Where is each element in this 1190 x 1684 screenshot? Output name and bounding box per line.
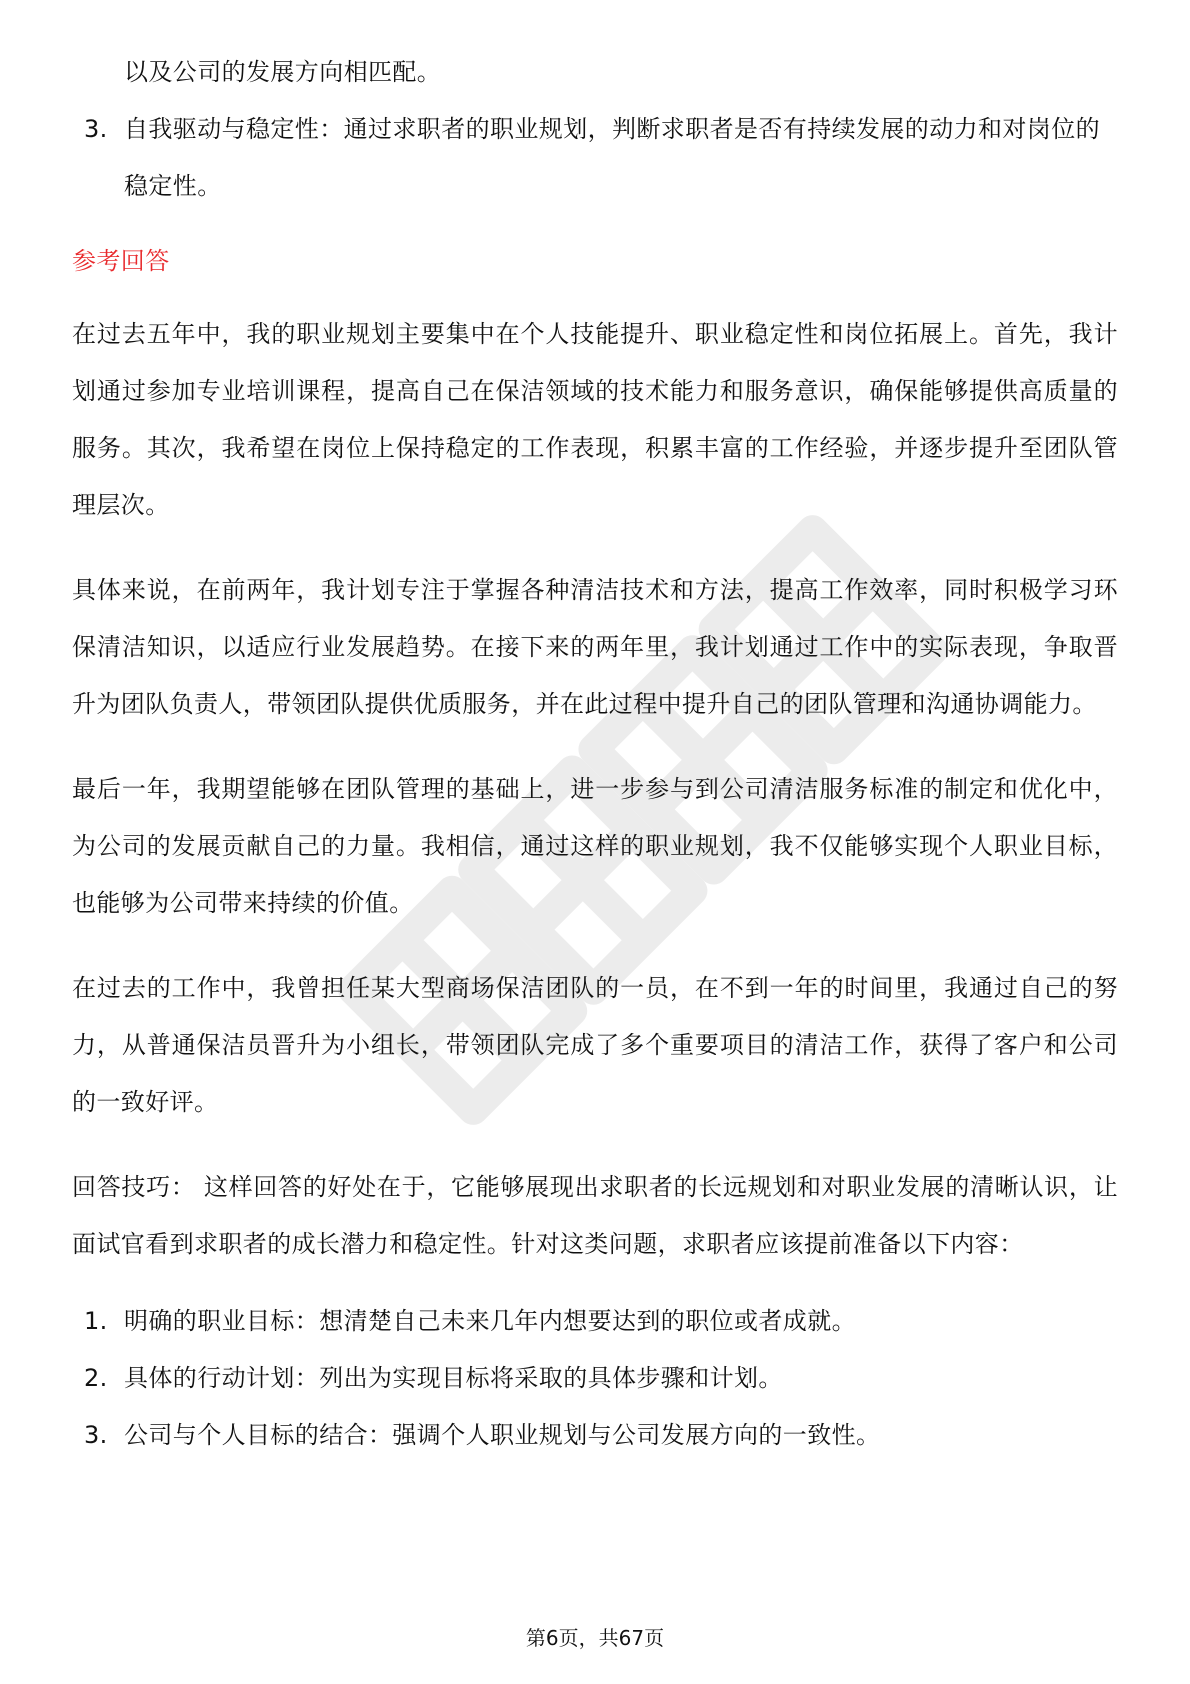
answer-paragraph-2: 具体来说，在前两年，我计划专注于掌握各种清洁技术和方法，提高工作效率，同时积极学习环保清洁知识，以适应行业发展趋势。在接下来的两年里，我计划通过工作中的实际表现，争取晋升为团队负责人，带领团队提供优质服务，并在此过程中提升自己的团队管理和沟通协调能力。 (72, 576, 1118, 718)
list-text: 自我驱动与稳定性：通过求职者的职业规划，判断求职者是否有持续发展的动力和对岗位的稳定性。 (124, 115, 1100, 200)
tips-list (72, 1293, 1118, 1464)
page-footer: 第6页，共67页 (525, 1626, 665, 1650)
criteria-list (72, 101, 1118, 215)
continuation-line: 以及公司的发展方向相匹配。 (124, 58, 442, 86)
document-body (72, 44, 1118, 1464)
tips-item-3 (72, 1407, 1118, 1464)
list-text: 公司与个人目标的结合：强调个人职业规划与公司发展方向的一致性。 (124, 1421, 881, 1449)
list-number: 1. (84, 1307, 108, 1335)
tips-item-1 (72, 1293, 1118, 1350)
list-text: 明确的职业目标：想清楚自己未来几年内想要达到的职位或者成就。 (124, 1307, 856, 1335)
tips-item-2 (72, 1350, 1118, 1407)
answer-paragraph-1: 在过去五年中，我的职业规划主要集中在个人技能提升、职业稳定性和岗位拓展上。首先，我计划通过参加专业培训课程，提高自己在保洁领域的技术能力和服务意识，确保能够提供高质量的服务。其次，我希望在岗位上保持稳定的工作表现，积累丰富的工作经验，并逐步提升至团队管理层次。 (72, 320, 1118, 519)
section-title: 参考回答 (72, 247, 170, 275)
answer-paragraph-3: 最后一年，我期望能够在团队管理的基础上，进一步参与到公司清洁服务标准的制定和优化中，为公司的发展贡献自己的力量。我相信，通过这样的职业规划，我不仅能够实现个人职业目标，也能够为公司带来持续的价值。 (72, 775, 1118, 917)
criteria-item-3 (72, 101, 1118, 215)
list-number: 3. (84, 1421, 108, 1449)
list-text: 具体的行动计划：列出为实现目标将采取的具体步骤和计划。 (124, 1364, 783, 1392)
tips-paragraph: 回答技巧： 这样回答的好处在于，它能够展现出求职者的长远规划和对职业发展的清晰认识，让面试官看到求职者的成长潜力和稳定性。针对这类问题，求职者应该提前准备以下内容： (72, 1173, 1118, 1258)
list-number: 3. (84, 115, 108, 143)
list-number: 2. (84, 1364, 108, 1392)
answer-paragraph-4: 在过去的工作中，我曾担任某大型商场保洁团队的一员，在不到一年的时间里，我通过自己的努力，从普通保洁员晋升为小组长，带领团队完成了多个重要项目的清洁工作，获得了客户和公司的一致好评。 (72, 974, 1118, 1116)
